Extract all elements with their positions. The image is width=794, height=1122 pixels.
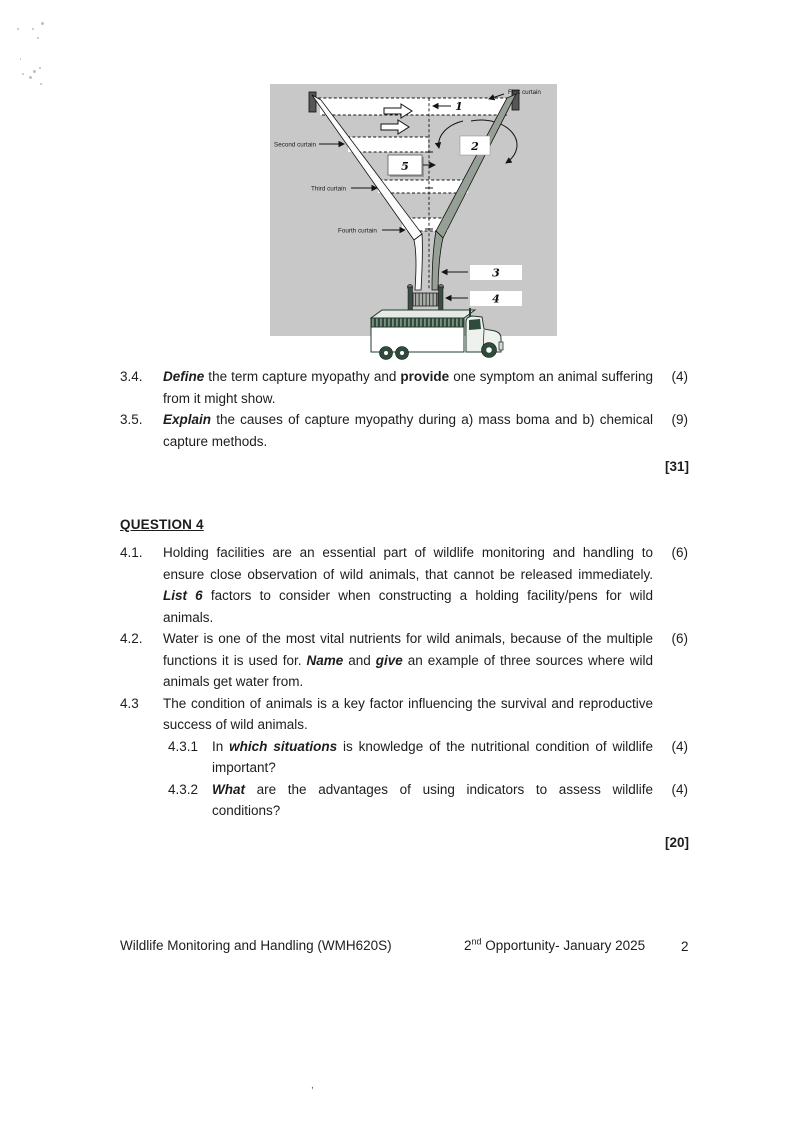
question-marks: (6) xyxy=(671,631,688,646)
question-3-5-row xyxy=(120,409,690,452)
scan-speck xyxy=(37,37,39,39)
scan-speck xyxy=(39,67,41,69)
question-marks: (6) xyxy=(671,545,688,560)
first-curtain-label: First curtain xyxy=(508,89,541,96)
question-number: 4.3 xyxy=(120,695,139,711)
question-4-3-2-row xyxy=(120,779,690,822)
scan-speck xyxy=(20,58,21,60)
question-content xyxy=(120,366,690,853)
question-text: What are the advantages of using indicators to assess wildlife conditions? xyxy=(212,781,653,818)
scan-speck xyxy=(41,22,44,25)
truck-window xyxy=(469,319,481,330)
page-footer xyxy=(0,938,794,960)
question-number: 4.3.1 xyxy=(168,738,199,754)
marker-1: 1 xyxy=(455,100,463,113)
question-4-3-row xyxy=(120,693,690,736)
footer-course-title: Wildlife Monitoring and Handling (WMH620S) xyxy=(120,938,392,953)
question-text: The condition of animals is a key factor influencing the survival and reproductive success of wild animals. xyxy=(163,695,653,732)
question-marks: (9) xyxy=(671,412,688,427)
marker-2: 2 xyxy=(471,140,479,153)
scan-speck xyxy=(32,28,34,30)
truck-roof xyxy=(371,310,475,318)
question-3-total-marks: [31] xyxy=(664,459,689,474)
second-curtain-label: Second curtain xyxy=(274,141,317,149)
boma-capture-diagram xyxy=(270,84,557,362)
marker-4: 4 xyxy=(492,292,500,306)
question-4-total-marks: [20] xyxy=(664,834,689,850)
boma-diagram-svg xyxy=(270,84,557,362)
question-text: Define the term capture myopathy and provide one symptom an animal suffering from it might show. xyxy=(163,369,654,406)
footer-exam-session: 2nd Opportunity- January 2025 xyxy=(464,936,646,953)
scan-speck xyxy=(40,83,42,85)
truck-bumper xyxy=(499,342,503,350)
question-text: In which situations is knowledge of the nutritional condition of wildlife important? xyxy=(212,738,653,775)
question-number: 4.2. xyxy=(120,631,143,646)
truck-slat-band xyxy=(371,318,464,327)
scan-speck xyxy=(29,76,32,79)
question-text: Explain the causes of capture myopathy during a) mass boma and b) chemical capture methods. xyxy=(163,412,653,449)
scan-speck xyxy=(17,28,19,30)
marker-5: 5 xyxy=(401,160,409,173)
scan-speck xyxy=(22,73,24,75)
question-3-4-row xyxy=(120,366,690,409)
third-curtain-label: Third curtain xyxy=(311,185,346,193)
question-marks: (4) xyxy=(671,781,688,797)
question-number: 3.4. xyxy=(120,369,143,384)
question-4-2-row xyxy=(120,628,690,693)
scan-speck: , xyxy=(311,1080,314,1091)
question-marks: (4) xyxy=(671,369,688,384)
question-number: 4.1. xyxy=(120,545,143,560)
marker-3: 3 xyxy=(492,266,500,280)
question-text: Holding facilities are an essential part of wildlife monitoring and handling to ensure close observation of wild animals, that cannot be released immediately. List 6 factors to consider when constructing a holding facility/pens for wild animals. xyxy=(163,545,653,625)
fourth-curtain-label: Fourth curtain xyxy=(338,227,377,235)
question-number: 4.3.2 xyxy=(168,781,199,797)
question-4-heading: QUESTION 4 xyxy=(120,516,204,532)
footer-page-number: 2 xyxy=(681,939,689,954)
scan-speck xyxy=(33,70,36,73)
question-number: 3.5. xyxy=(120,412,143,427)
question-4-1-row xyxy=(120,542,690,628)
question-marks: (4) xyxy=(671,738,688,754)
question-4-3-1-row xyxy=(120,736,690,779)
question-text: Water is one of the most vital nutrients for wild animals, because of the multiple functions it is used for. Name and give an example of three sources where wild animals get water from. xyxy=(163,631,654,689)
